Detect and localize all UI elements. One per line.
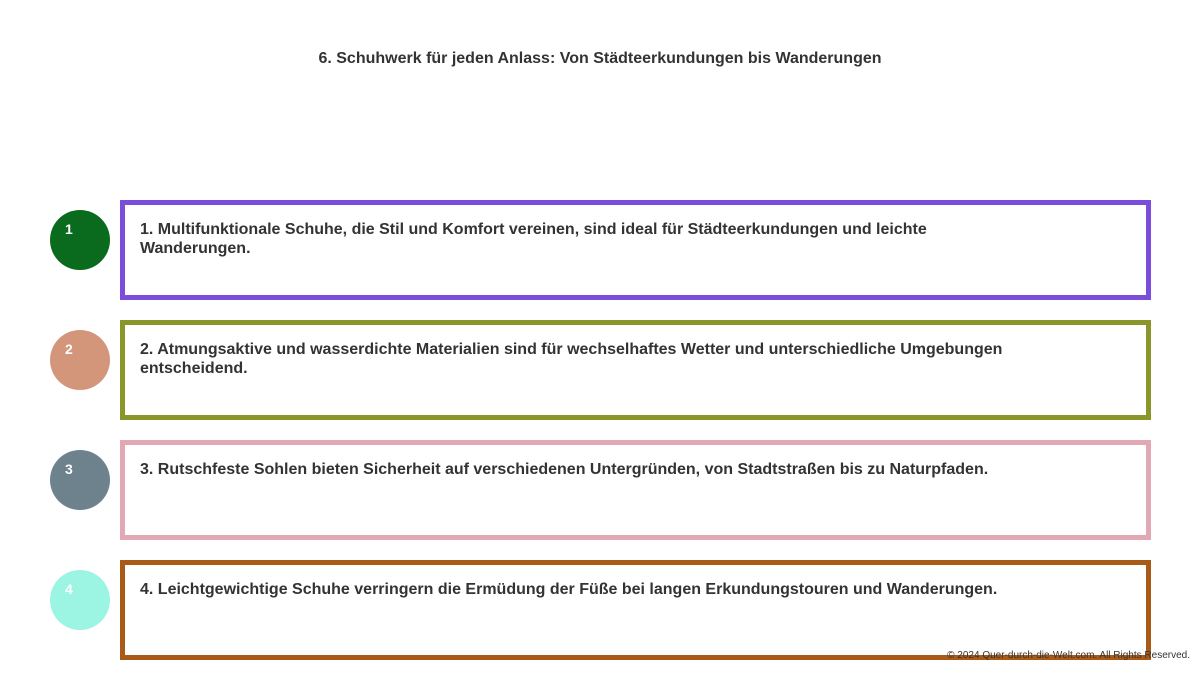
number-label: 3 xyxy=(65,461,73,477)
text-box xyxy=(120,200,1151,300)
list-item xyxy=(0,560,1200,660)
item-text: 1. Multifunktionale Schuhe, die Stil und Komfort vereinen, sind ideal für Städteerkundungen und leichte Wanderungen. xyxy=(140,221,927,257)
item-text: 3. Rutschfeste Sohlen bieten Sicherheit auf verschiedenen Untergründen, von Stadtstraßen bis zu Naturpfaden. xyxy=(140,461,989,478)
text-box xyxy=(120,440,1151,540)
item-text: 4. Leichtgewichtige Schuhe verringern die Ermüdung der Füße bei langen Erkundungstouren und Wanderungen. xyxy=(140,581,998,598)
text-box xyxy=(120,320,1151,420)
list-item xyxy=(0,440,1200,540)
page-title: 6. Schuhwerk für jeden Anlass: Von Städteerkundungen bis Wanderungen xyxy=(318,50,882,67)
list-item xyxy=(0,200,1200,300)
number-circle xyxy=(50,570,110,630)
number-label: 1 xyxy=(65,221,73,237)
number-label: 4 xyxy=(65,581,73,597)
copyright-footer: © 2024 Quer-durch-die-Welt.com. All Rights Reserved. xyxy=(947,650,1190,661)
number-circle xyxy=(50,210,110,270)
number-label: 2 xyxy=(65,341,73,357)
item-text: 2. Atmungsaktive und wasserdichte Materialien sind für wechselhaftes Wetter und unterschiedliche Umgebungen entscheidend. xyxy=(140,341,1003,377)
number-circle xyxy=(50,330,110,390)
number-circle xyxy=(50,450,110,510)
text-box xyxy=(120,560,1151,660)
list-item xyxy=(0,320,1200,420)
